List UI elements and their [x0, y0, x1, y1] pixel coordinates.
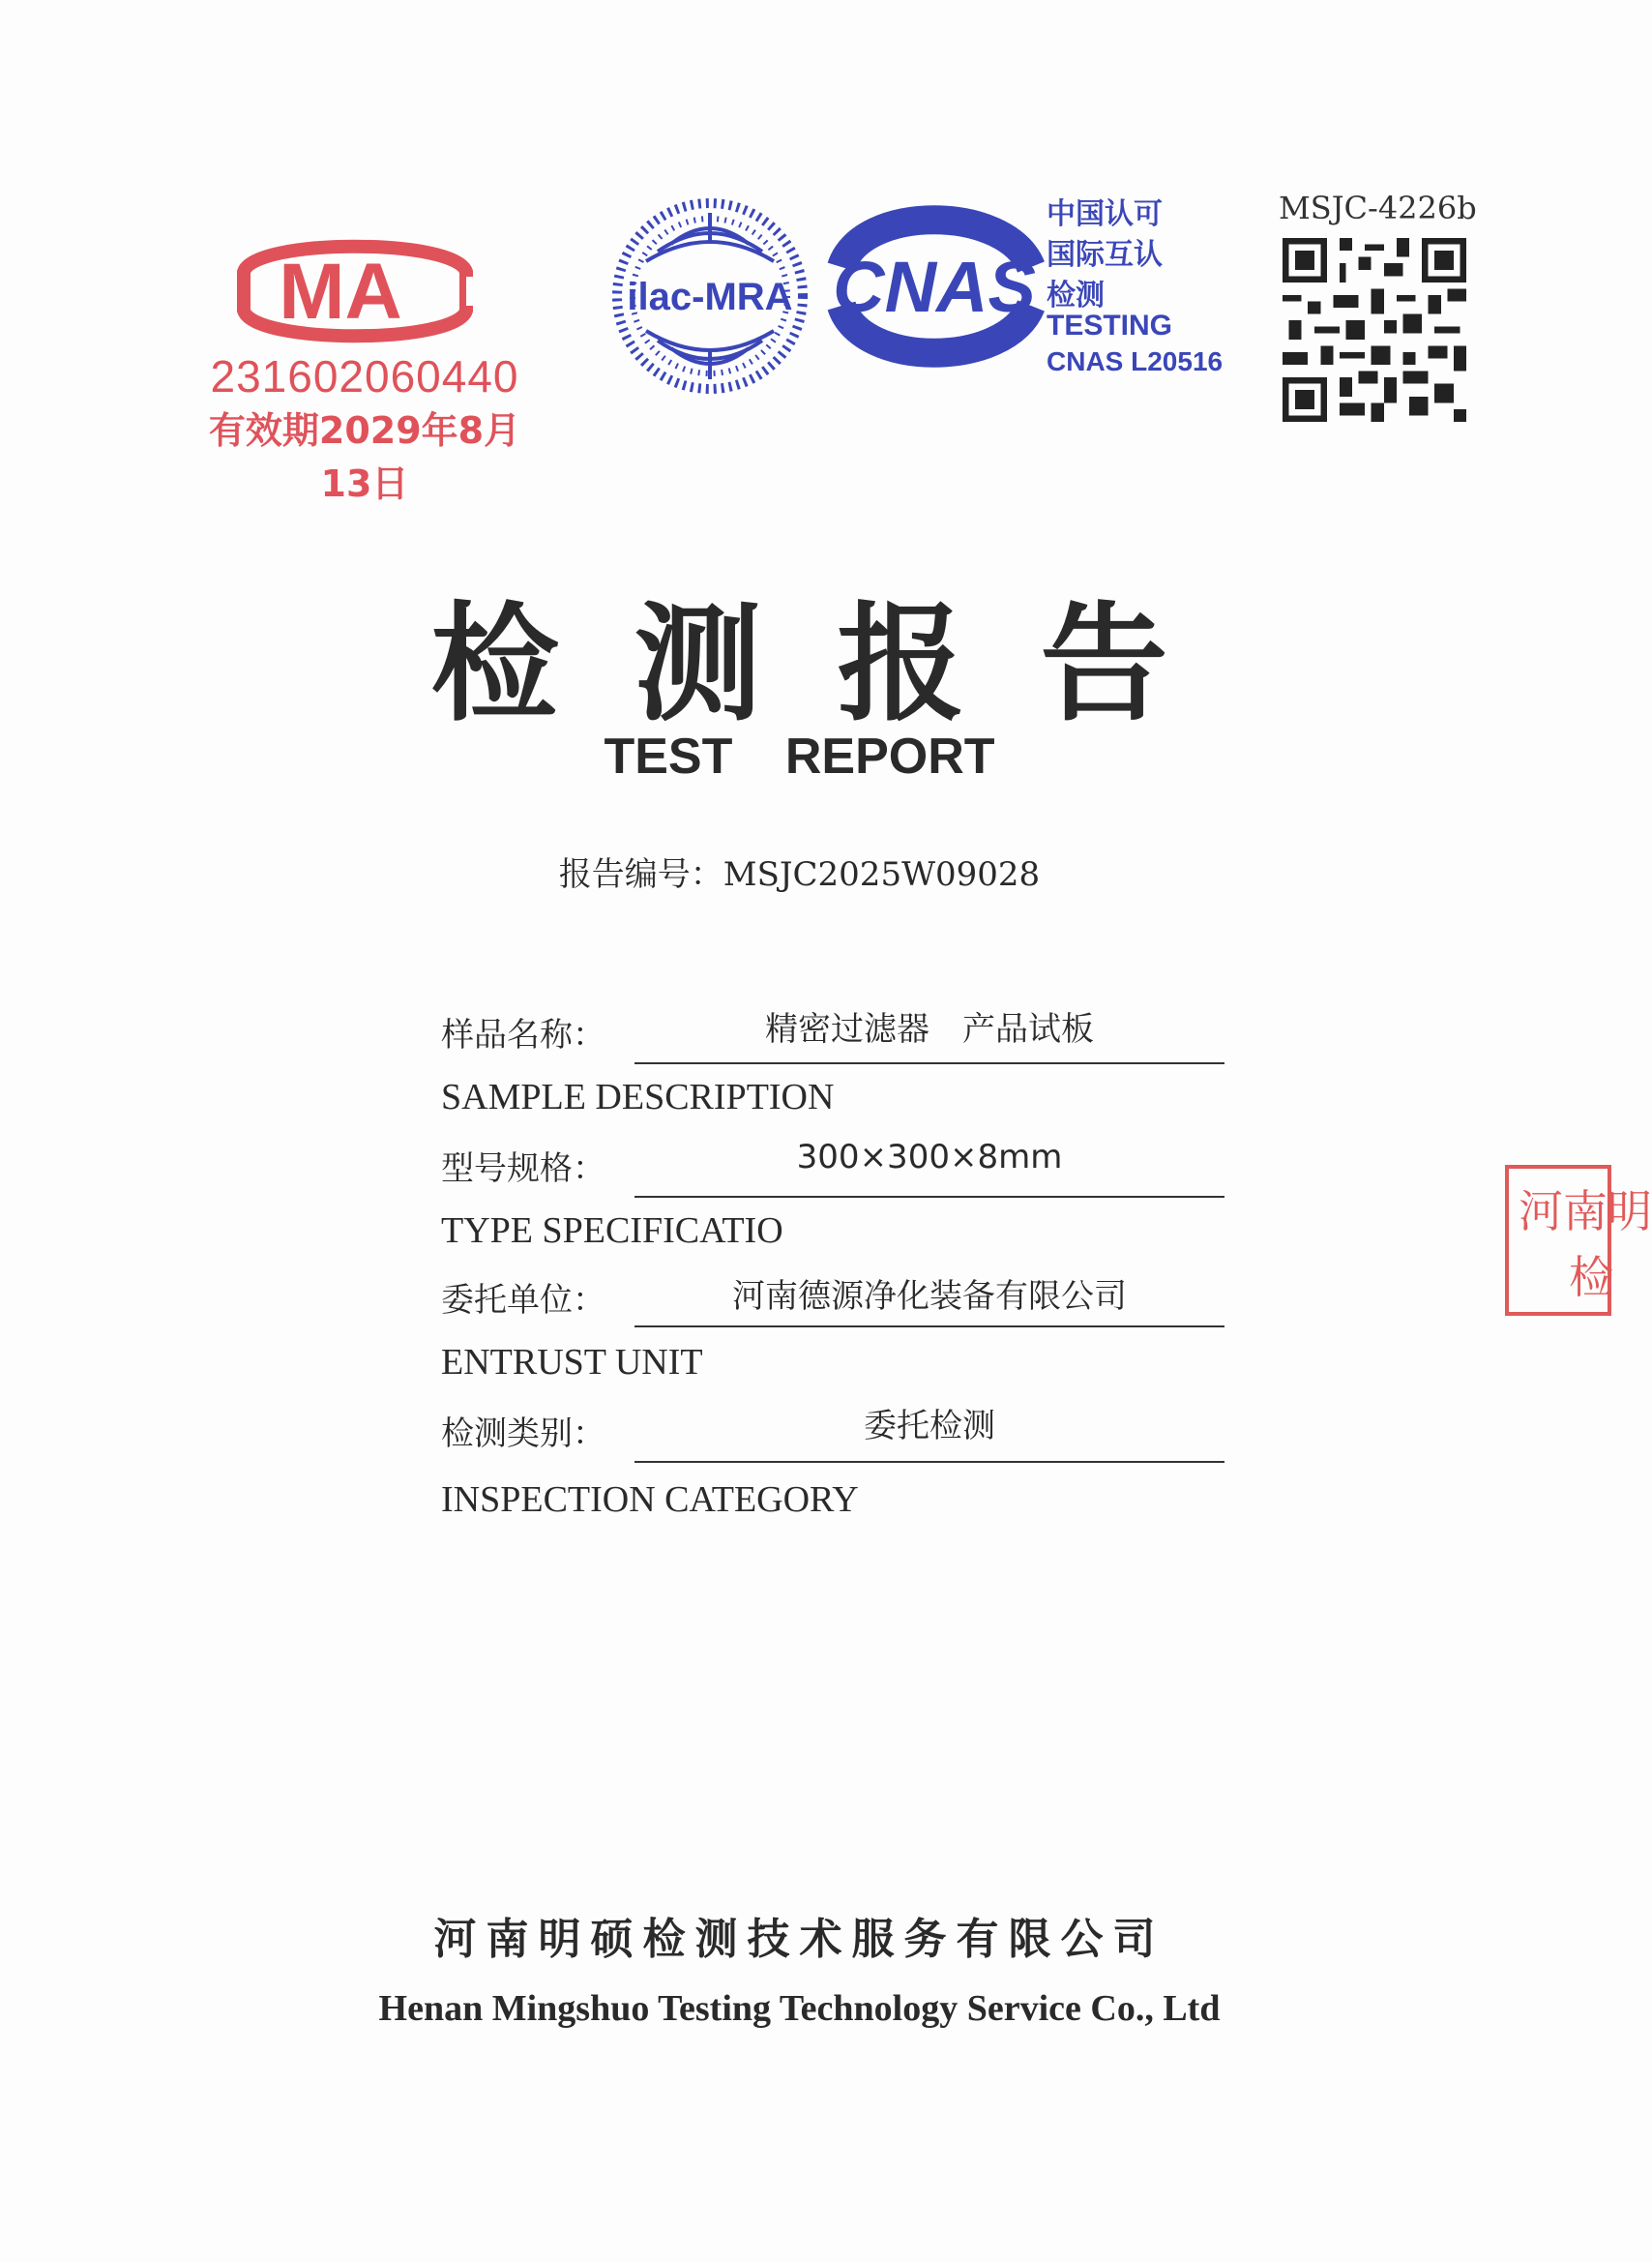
cma-logo [224, 219, 486, 364]
field-label-entrust-unit: 委托单位： [441, 1281, 605, 1320]
seal-text-line: 检 [1569, 1251, 1613, 1303]
field-label-sample-name: 样品名称： [441, 1016, 605, 1055]
field-en-entrust-unit: ENTRUST UNIT [441, 1342, 703, 1383]
field-label-inspection-category: 检测类别： [441, 1414, 605, 1453]
company-name-cn: 河南明硕检测技术服务有限公司 [433, 1915, 1165, 1964]
ilac-logo-text: ilac-MRA [627, 276, 793, 318]
field-value-type-spec: 300×300×8mm [796, 1138, 1063, 1176]
report-title-cn: 检测报告 [430, 590, 1244, 739]
field-underline [634, 1325, 1224, 1327]
field-underline [634, 1062, 1224, 1064]
cnas-accreditation-number: CNAS L20516 [1047, 346, 1224, 376]
cma-number: 231602060440 [210, 351, 519, 402]
cnas-logo [812, 199, 1056, 375]
company-name-en: Henan Mingshuo Testing Technology Service Co., Ltd [378, 1988, 1221, 2029]
cnas-text-line: 检测 [1047, 279, 1105, 313]
field-en-type-specification: TYPE SPECIFICATIO [441, 1210, 783, 1251]
field-value-inspection-category: 委托检测 [864, 1407, 995, 1445]
field-value-sample-name: 精密过滤器 产品试板 [765, 1010, 1094, 1049]
field-en-sample-description: SAMPLE DESCRIPTION [441, 1077, 835, 1117]
cnas-text-line: 中国认可 [1047, 197, 1163, 231]
cnas-text-line: 国际互认 [1047, 238, 1163, 272]
cnas-text-line: TESTING [1047, 310, 1173, 342]
report-number: 报告编号：MSJC2025W09028 [558, 855, 1041, 894]
document-code: MSJC-4226b [1279, 190, 1477, 226]
seal-text-line: 河南明 [1519, 1185, 1652, 1237]
field-underline [634, 1196, 1224, 1198]
ilac-mra-logo [607, 193, 812, 399]
qr-code-icon[interactable] [1283, 238, 1466, 422]
cma-valid-until: 有效期2029年8月13日 [208, 409, 521, 505]
cnas-logo-text: CNAS [833, 247, 1036, 327]
field-label-type-spec: 型号规格： [441, 1149, 605, 1188]
field-value-entrust-unit: 河南德源净化装备有限公司 [732, 1277, 1127, 1316]
side-seal-stamp [1505, 1165, 1652, 1316]
report-title-en: TEST REPORT [604, 729, 995, 785]
field-en-inspection-category: INSPECTION CATEGORY [441, 1479, 859, 1520]
field-underline [634, 1461, 1224, 1463]
cma-logo-text: MA [279, 248, 402, 336]
